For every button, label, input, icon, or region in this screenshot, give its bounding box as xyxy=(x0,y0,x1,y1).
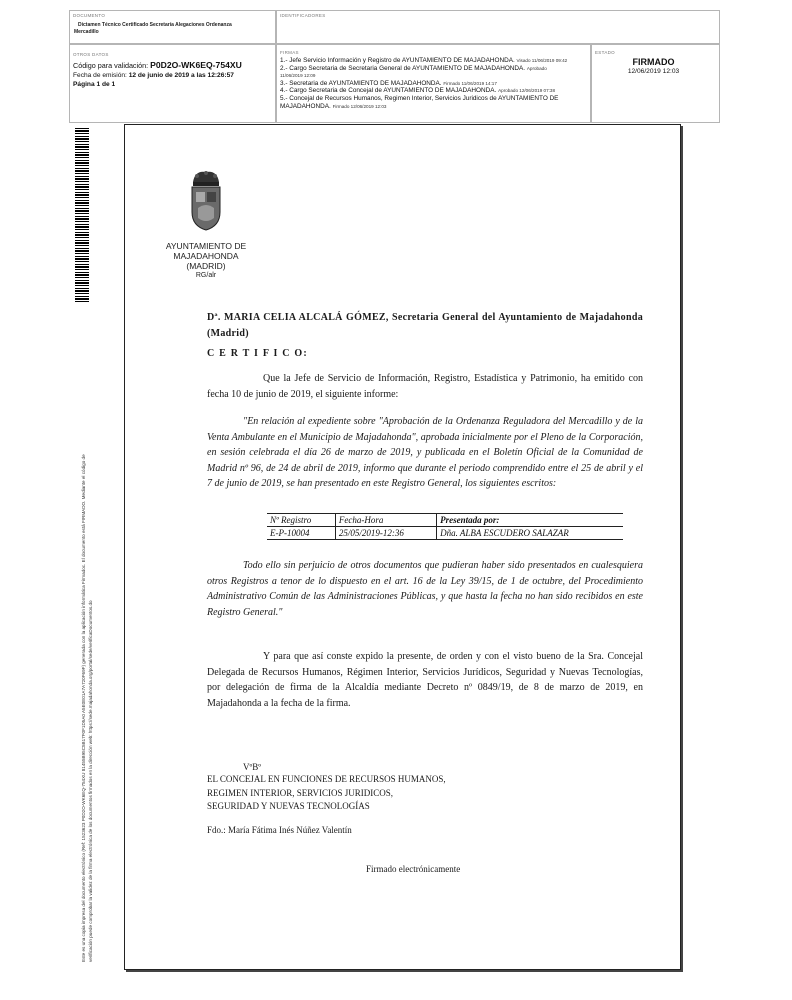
side-verification-line1: Este es una copia impresa del documento electrónico (Ref: 1523623 P0D2O-WK6EQ-754XU 81455B95C5B17F0F1D5A0 A5E0E01A7A720F69F) generada con la aplicación informática Firmadoc. El documento está FIRMADO. Mediante el código de xyxy=(81,454,86,962)
signer-name: Fdo.: María Fátima Inés Núñez Valentín xyxy=(207,825,352,835)
firmado-electronicamente: Firmado electrónicamente xyxy=(366,864,461,874)
firma-1: 1.- Jefe Servicio Información y Registro de AYUNTAMIENTO DE MAJADAHONDA. Visado 11/06/2019 09:42 xyxy=(280,57,568,64)
fecha-value: 12 de junio de 2019 a las 12:26:57 xyxy=(128,72,234,79)
firma-5: 5.- Concejal de Recursos Humanos, Regimen Interior, Servicios Juridicos de AYUNTAMIENTO DE xyxy=(280,94,559,102)
side-verification-line2: verificación puede comprobar la validez de la firma electrónica de los documentos firmados en la dirección web: https://sede.majadahonda.org/portal/sede/verificaDocumentos.do xyxy=(88,600,93,962)
quoted-informe-cont: Todo ello sin perjuicio de otros documentos que pudieran haber sido presentados en cualesquiera otros Registros a tenor de lo dispuesto en el art. 16 de la Ley 39/15, de 1 de octubre, del Procedimiento Administrativo Común de las Administraciones Públicas, y que hasta la fecha no han sido recibidos en este Registro General." xyxy=(207,560,643,618)
firma-2-date: 11/06/2019 12:09 xyxy=(280,73,316,79)
firmas-label: FIRMAS xyxy=(280,50,299,55)
table-header-fecha: Fecha-Hora xyxy=(335,514,436,527)
otros-datos-label: OTROS DATOS xyxy=(73,52,109,57)
table-cell-presentada: Dña. ALBA ESCUDERO SALAZAR xyxy=(437,527,623,540)
signer-title-line1: EL CONCEJAL EN FUNCIONES DE RECURSOS HUMANOS, xyxy=(207,774,446,784)
signer-title-line2: REGIMEN INTERIOR, SERVICIOS JURIDICOS, xyxy=(207,787,394,798)
letterhead-line2: MAJADAHONDA xyxy=(173,251,239,261)
table-header-registro: Nº Registro xyxy=(267,514,335,527)
documento-title: Dictamen Técnico Certificado Secretaría Alegaciones Ordenanza xyxy=(78,22,232,28)
intro-paragraph: Dª. MARIA CELIA ALCALÁ GÓMEZ, Secretaria General del Ayuntamiento de Majadahonda (Madrid) xyxy=(207,312,643,339)
firma-4: 4.- Cargo Secretaria de Concejal de AYUNTAMIENTO DE MAJADAHONDA. Aprobado 12/06/2019 07:38 xyxy=(280,87,556,95)
registro-table xyxy=(267,513,623,540)
codigo-label: Código para validación: xyxy=(73,61,149,70)
signer-title xyxy=(207,773,537,814)
firma-5-cont: MAJADAHONDA. Firmado 12/06/2019 12:03 xyxy=(280,102,387,110)
letterhead-line4: RG/alr xyxy=(195,272,217,279)
estado-box xyxy=(591,44,720,123)
pagina: Página 1 de 1 xyxy=(73,81,116,88)
table-header-row xyxy=(267,514,623,527)
fecha-emision xyxy=(73,72,234,79)
firma-2: 2.- Cargo Secretaria de Secretaria General de AYUNTAMIENTO DE MAJADAHONDA. Aprobado xyxy=(280,64,547,72)
estado-value: FIRMADO xyxy=(632,57,675,67)
identificadores-label: IDENTIFICADORES xyxy=(280,13,326,18)
firma-3: 3.- Secretaria de AYUNTAMIENTO DE MAJADAHONDA. Firmado 11/06/2019 14:17 xyxy=(280,79,497,87)
estado-date: 12/06/2019 12:03 xyxy=(627,68,680,75)
firmas-list xyxy=(280,57,567,110)
documento-label: DOCUMENTO xyxy=(73,13,106,18)
estado-label: ESTADO xyxy=(595,50,615,55)
barcode-image xyxy=(75,128,89,303)
letterhead-line3: (MADRID) xyxy=(186,261,226,271)
quoted-informe: "En relación al expediente sobre "Aprobación de la Ordenanza Reguladora del Mercadillo y de la Venta Ambulante en el Municipio de Majadahonda", aprobada inicialmente por el Pleno de la Corporación, en sesión celebrada el día 26 de marzo de 2019, y publicada en el Boletín Oficial de la Comunidad de Madrid nº 96, de 24 de abril de 2019, informo que durante el periodo comprendido entre el 25 de abril y el 7 de junio de 2019, se han presentado en este Registro General, los siguientes escritos: xyxy=(207,416,643,489)
paragraph-expido: Y para que así conste expido la presente, de orden y con el visto bueno de la Sra. Concejal Delegada de Recursos Humanos, Régimen Interior, Servicios Jurídicos, Seguridad y Nuevas Tecnologías, por delegación de firma de la Alcaldía mediante Decreto nº 0849/19, de 8 de marzo de 2019, en Majadahonda a la fecha de la firma. xyxy=(207,651,643,709)
letterhead xyxy=(150,241,262,281)
paragraph-informe: Que la Jefe de Servicio de Información, Registro, Estadística y Patrimonio, ha emitido con fecha 10 de junio de 2019, el siguiente informe: xyxy=(207,373,643,400)
identificadores-box xyxy=(276,10,720,44)
crest-icon xyxy=(187,168,225,232)
vobo: VºBº xyxy=(243,762,262,772)
fecha-label: Fecha de emisión: xyxy=(73,72,127,79)
signer-title-line3: SEGURIDAD Y NUEVAS TECNOLOGÍAS xyxy=(207,801,370,811)
certifico-heading: C E R T I F I C O: xyxy=(207,348,308,359)
documento-title-cont: Mercadillo xyxy=(74,29,99,35)
codigo-value: P0D2O-WK6EQ-754XU xyxy=(150,60,242,70)
table-cell-fecha: 25/05/2019-12:36 xyxy=(335,527,436,540)
table-row xyxy=(267,527,623,540)
codigo-validacion xyxy=(73,60,242,70)
table-header-presentada: Presentada por: xyxy=(437,514,623,527)
letterhead-line1: AYUNTAMIENTO DE xyxy=(165,241,247,251)
table-cell-registro: E-P-10004 xyxy=(267,527,335,540)
